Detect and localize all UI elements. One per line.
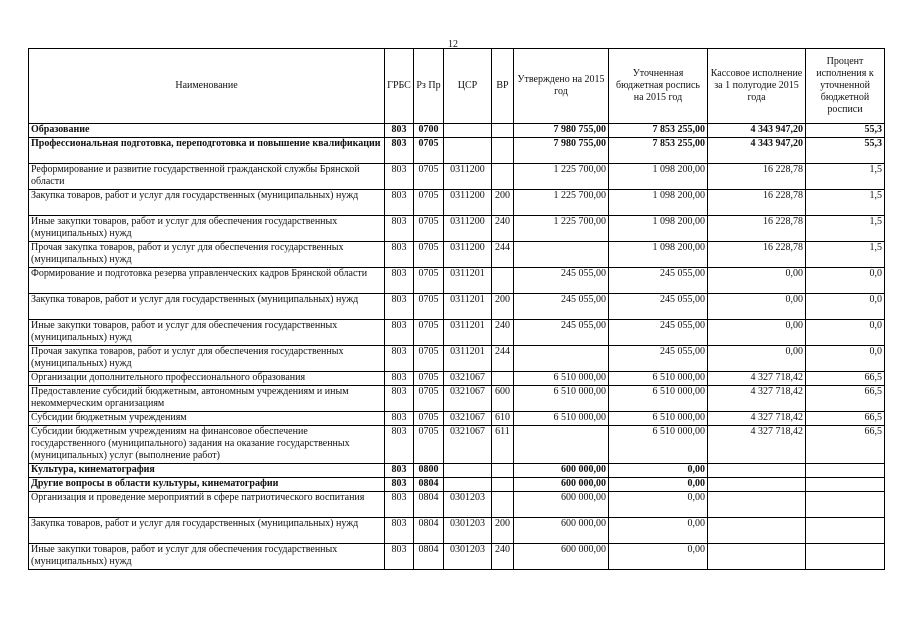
cell-cash: 0,00 [708,346,806,372]
header-refined: Уточненная бюджетная роспись на 2015 год [609,49,708,124]
table-row [29,426,885,464]
cell-grbs: 803 [385,294,414,320]
cell-approved: 600 000,00 [514,492,609,518]
cell-rzpr: 0705 [414,372,444,386]
cell-approved: 245 055,00 [514,320,609,346]
cell-rzpr: 0705 [414,294,444,320]
cell-name: Другие вопросы в области культуры, кинематографии [29,478,385,492]
cell-csr: 0301203 [444,544,492,570]
cell-csr: 0321067 [444,412,492,426]
cell-vr [492,478,514,492]
cell-approved: 600 000,00 [514,464,609,478]
cell-refined: 245 055,00 [609,320,708,346]
cell-name: Иные закупки товаров, работ и услуг для обеспечения государственных (муниципальных) нужд [29,216,385,242]
cell-approved: 1 225 700,00 [514,164,609,190]
cell-vr: 244 [492,242,514,268]
table-row [29,320,885,346]
cell-vr [492,124,514,138]
cell-name: Организации дополнительного профессионального образования [29,372,385,386]
table-row [29,372,885,386]
cell-name: Субсидии бюджетным учреждениям [29,412,385,426]
cell-vr [492,268,514,294]
cell-rzpr: 0705 [414,190,444,216]
cell-csr: 0311200 [444,190,492,216]
cell-percent: 1,5 [806,216,885,242]
cell-rzpr: 0705 [414,268,444,294]
cell-name: Образование [29,124,385,138]
cell-rzpr: 0705 [414,242,444,268]
cell-vr [492,372,514,386]
cell-grbs: 803 [385,138,414,164]
cell-grbs: 803 [385,492,414,518]
cell-refined: 7 853 255,00 [609,138,708,164]
table-row [29,386,885,412]
cell-csr [444,138,492,164]
cell-csr [444,124,492,138]
cell-csr: 0321067 [444,372,492,386]
cell-percent: 1,5 [806,190,885,216]
cell-csr: 0311201 [444,268,492,294]
table-row [29,518,885,544]
cell-approved: 1 225 700,00 [514,216,609,242]
cell-refined: 245 055,00 [609,268,708,294]
cell-name: Культура, кинематография [29,464,385,478]
cell-refined: 6 510 000,00 [609,426,708,464]
header-cash: Кассовое исполнение за 1 полугодие 2015 года [708,49,806,124]
cell-cash: 4 343 947,20 [708,124,806,138]
cell-cash: 16 228,78 [708,190,806,216]
cell-vr: 611 [492,426,514,464]
cell-approved: 6 510 000,00 [514,372,609,386]
cell-cash: 4 343 947,20 [708,138,806,164]
cell-refined: 7 853 255,00 [609,124,708,138]
header-csr: ЦСР [444,49,492,124]
cell-percent: 1,5 [806,242,885,268]
cell-rzpr: 0705 [414,346,444,372]
table-row [29,216,885,242]
cell-csr [444,478,492,492]
cell-percent: 0,0 [806,294,885,320]
table-row [29,242,885,268]
cell-csr: 0301203 [444,492,492,518]
cell-refined: 0,00 [609,464,708,478]
cell-csr: 0301203 [444,518,492,544]
cell-grbs: 803 [385,372,414,386]
cell-approved: 245 055,00 [514,268,609,294]
cell-grbs: 803 [385,478,414,492]
cell-rzpr: 0705 [414,426,444,464]
cell-grbs: 803 [385,426,414,464]
header-rzpr: Рз Пр [414,49,444,124]
cell-percent: 66,5 [806,412,885,426]
table-row [29,412,885,426]
cell-percent: 0,0 [806,268,885,294]
cell-approved: 7 980 755,00 [514,124,609,138]
cell-name: Закупка товаров, работ и услуг для государственных (муниципальных) нужд [29,190,385,216]
cell-percent [806,518,885,544]
cell-rzpr: 0804 [414,492,444,518]
cell-vr: 240 [492,320,514,346]
cell-rzpr: 0700 [414,124,444,138]
cell-percent [806,478,885,492]
cell-csr [444,464,492,478]
cell-grbs: 803 [385,518,414,544]
cell-approved: 6 510 000,00 [514,412,609,426]
cell-vr [492,138,514,164]
cell-rzpr: 0705 [414,412,444,426]
cell-percent: 0,0 [806,346,885,372]
table-row [29,544,885,570]
cell-cash: 16 228,78 [708,242,806,268]
cell-cash [708,492,806,518]
header-vr: ВР [492,49,514,124]
cell-rzpr: 0804 [414,518,444,544]
table-row [29,346,885,372]
cell-vr: 610 [492,412,514,426]
page-number: 12 [448,39,458,50]
cell-grbs: 803 [385,320,414,346]
cell-rzpr: 0804 [414,544,444,570]
cell-csr: 0311200 [444,242,492,268]
cell-percent: 66,5 [806,372,885,386]
cell-grbs: 803 [385,544,414,570]
cell-approved [514,242,609,268]
table-header-row [29,49,885,124]
cell-approved [514,346,609,372]
cell-vr: 200 [492,190,514,216]
cell-percent [806,544,885,570]
cell-percent: 0,0 [806,320,885,346]
cell-cash: 0,00 [708,320,806,346]
cell-vr [492,464,514,478]
cell-grbs: 803 [385,464,414,478]
cell-percent: 1,5 [806,164,885,190]
cell-percent [806,464,885,478]
cell-grbs: 803 [385,268,414,294]
cell-name: Иные закупки товаров, работ и услуг для обеспечения государственных (муниципальных) нужд [29,320,385,346]
cell-vr: 600 [492,386,514,412]
cell-refined: 6 510 000,00 [609,372,708,386]
cell-cash: 0,00 [708,268,806,294]
table-row [29,190,885,216]
cell-csr: 0321067 [444,386,492,412]
cell-refined: 1 098 200,00 [609,242,708,268]
header-name: Наименование [29,49,385,124]
cell-cash: 16 228,78 [708,164,806,190]
cell-name: Иные закупки товаров, работ и услуг для обеспечения государственных (муниципальных) нужд [29,544,385,570]
cell-vr: 240 [492,216,514,242]
cell-rzpr: 0705 [414,320,444,346]
cell-approved: 6 510 000,00 [514,386,609,412]
cell-rzpr: 0705 [414,386,444,412]
cell-vr: 200 [492,518,514,544]
cell-name: Формирование и подготовка резерва управленческих кадров Брянской области [29,268,385,294]
cell-cash [708,464,806,478]
cell-csr: 0311200 [444,216,492,242]
cell-refined: 6 510 000,00 [609,412,708,426]
cell-refined: 245 055,00 [609,346,708,372]
cell-name: Субсидии бюджетным учреждениям на финансовое обеспечение государственного (муниципального) задания на оказание государственных (муниципальных) услуг (выполнение работ) [29,426,385,464]
cell-csr: 0311201 [444,346,492,372]
cell-refined: 0,00 [609,492,708,518]
cell-vr: 240 [492,544,514,570]
cell-approved: 600 000,00 [514,544,609,570]
header-grbs: ГРБС [385,49,414,124]
cell-vr [492,164,514,190]
cell-grbs: 803 [385,124,414,138]
cell-percent: 66,5 [806,386,885,412]
cell-percent: 55,3 [806,124,885,138]
cell-cash: 4 327 718,42 [708,412,806,426]
cell-grbs: 803 [385,412,414,426]
table-row [29,138,885,164]
cell-name: Предоставление субсидий бюджетным, автономным учреждениям и иным некоммерческим организациям [29,386,385,412]
cell-rzpr: 0800 [414,464,444,478]
table-row [29,124,885,138]
cell-vr: 244 [492,346,514,372]
cell-csr: 0321067 [444,426,492,464]
cell-name: Прочая закупка товаров, работ и услуг для обеспечения государственных (муниципальных) нужд [29,242,385,268]
cell-approved: 600 000,00 [514,478,609,492]
cell-approved: 245 055,00 [514,294,609,320]
budget-execution-table [28,48,885,570]
table-row [29,478,885,492]
cell-csr: 0311200 [444,164,492,190]
cell-refined: 0,00 [609,544,708,570]
cell-refined: 6 510 000,00 [609,386,708,412]
cell-cash: 16 228,78 [708,216,806,242]
cell-rzpr: 0705 [414,216,444,242]
cell-percent [806,492,885,518]
cell-cash: 4 327 718,42 [708,386,806,412]
cell-percent: 55,3 [806,138,885,164]
cell-cash: 0,00 [708,294,806,320]
cell-cash [708,544,806,570]
cell-cash: 4 327 718,42 [708,372,806,386]
cell-grbs: 803 [385,386,414,412]
cell-grbs: 803 [385,164,414,190]
cell-name: Профессиональная подготовка, переподготовка и повышение квалификации [29,138,385,164]
cell-refined: 0,00 [609,518,708,544]
table-row [29,464,885,478]
cell-grbs: 803 [385,190,414,216]
cell-rzpr: 0705 [414,164,444,190]
cell-cash [708,478,806,492]
cell-rzpr: 0804 [414,478,444,492]
table-row [29,164,885,190]
cell-csr: 0311201 [444,294,492,320]
cell-vr: 200 [492,294,514,320]
cell-cash [708,518,806,544]
cell-refined: 1 098 200,00 [609,164,708,190]
cell-refined: 245 055,00 [609,294,708,320]
cell-approved: 1 225 700,00 [514,190,609,216]
cell-cash: 4 327 718,42 [708,426,806,464]
cell-refined: 0,00 [609,478,708,492]
cell-name: Прочая закупка товаров, работ и услуг для обеспечения государственных (муниципальных) нужд [29,346,385,372]
cell-approved [514,426,609,464]
table-body [29,124,885,570]
cell-percent: 66,5 [806,426,885,464]
cell-grbs: 803 [385,242,414,268]
cell-refined: 1 098 200,00 [609,190,708,216]
cell-name: Закупка товаров, работ и услуг для государственных (муниципальных) нужд [29,518,385,544]
cell-name: Закупка товаров, работ и услуг для государственных (муниципальных) нужд [29,294,385,320]
cell-grbs: 803 [385,346,414,372]
table-row [29,268,885,294]
cell-rzpr: 0705 [414,138,444,164]
cell-grbs: 803 [385,216,414,242]
cell-refined: 1 098 200,00 [609,216,708,242]
table-row [29,492,885,518]
header-approved: Утверждено на 2015 год [514,49,609,124]
table-row [29,294,885,320]
cell-vr [492,492,514,518]
cell-approved: 7 980 755,00 [514,138,609,164]
cell-approved: 600 000,00 [514,518,609,544]
cell-csr: 0311201 [444,320,492,346]
cell-name: Организация и проведение мероприятий в сфере патриотического воспитания [29,492,385,518]
cell-name: Реформирование и развитие государственной гражданской службы Брянской области [29,164,385,190]
header-percent: Процент исполнения к уточненной бюджетной росписи [806,49,885,124]
